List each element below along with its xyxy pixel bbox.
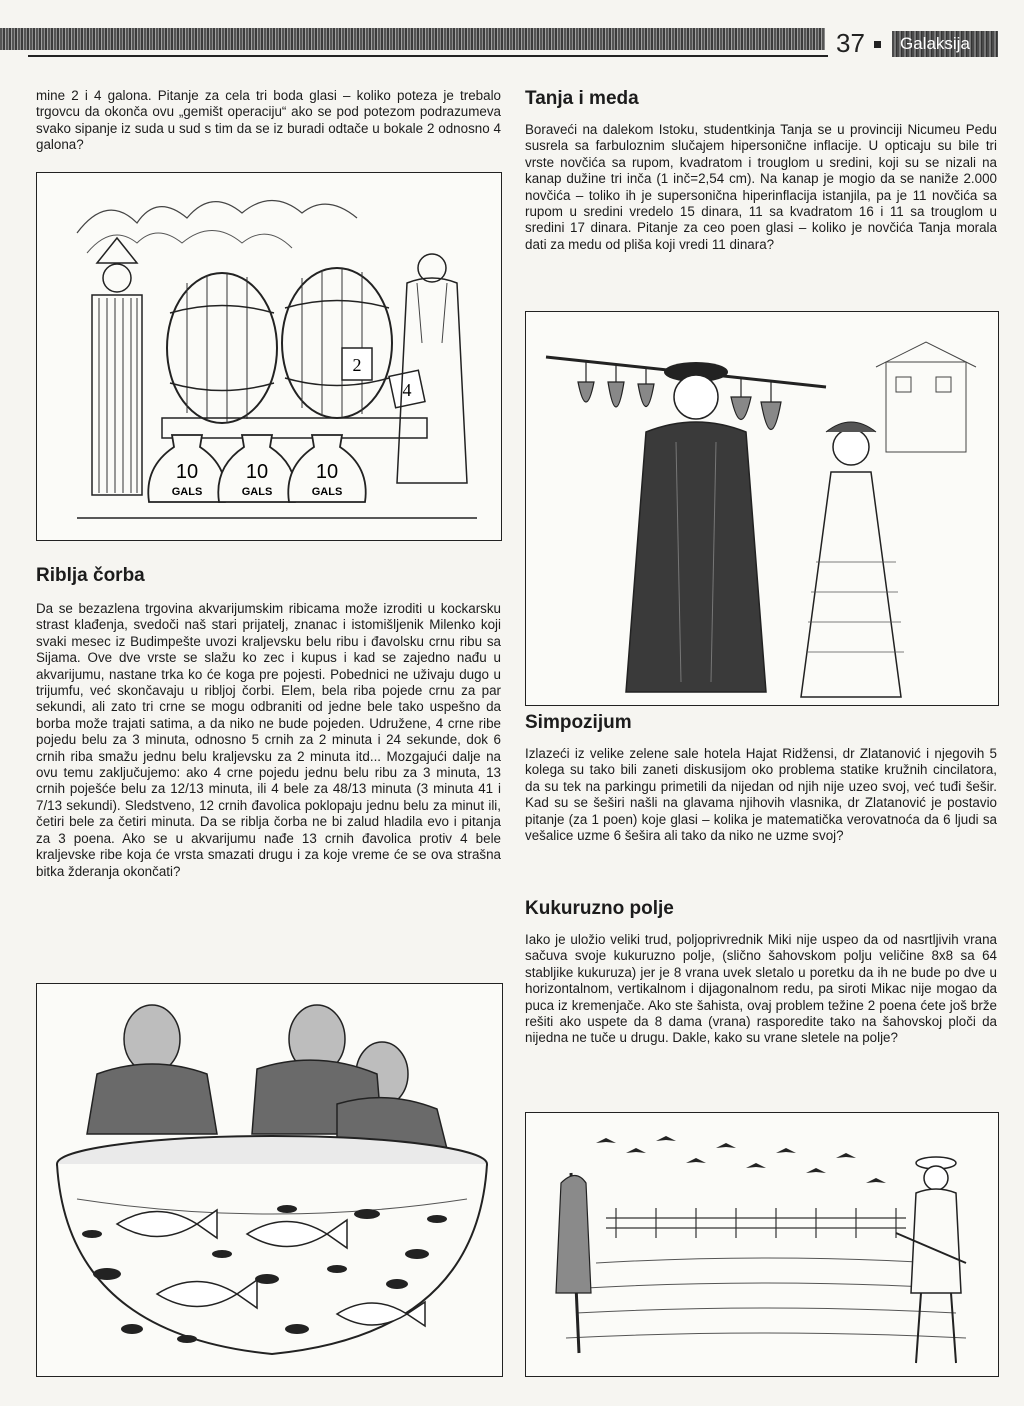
illustration-barrels	[36, 172, 502, 541]
section-simpozijum	[525, 712, 997, 844]
magazine-name: Galaksija	[892, 31, 998, 57]
jug-unit-2: GALS	[241, 486, 273, 498]
section-paragraph: Izlazeći iz velike zelene sale hotela Hajat Ridžensi, dr Zlatanović i njegovih 5 kolega su tako bili zaneti diskusijom oko problema statike kružnih cincilatora, da su tek na parkingu primetili da nijedan od njih nije uzeo svoj, već tuđi šešir. Kad su se šeširi našli na glavama njihovih vlasnika, dr Zlatanović je postavio pitanje (za 1 poen) koje glasi – kolika je matematička verovatnoća da 6 ljudi sa vešalice uzme 6 šešira ali tako da niko ne uzme svoj?	[525, 746, 997, 844]
illustration-priest-girl	[525, 311, 999, 706]
intro-paragraph: mine 2 i 4 galona. Pitanje za cela tri boda glasi – koliko poteza je trebalo trgovcu da okonča ovu „gemišt operaciju“ ako se pod potezom podrazumeva svako sipanje iz suda u sud s tim da se iz buradi odtače u bokale 2 odnosno 4 galona?	[36, 88, 501, 153]
priest-girl-drawing	[526, 312, 998, 705]
jug-label-2: 10	[245, 461, 269, 483]
section-title: Tanja i meda	[525, 88, 639, 109]
cornfield-drawing	[526, 1113, 998, 1376]
left-intro	[36, 88, 501, 154]
barrels-drawing	[37, 173, 501, 540]
section-kukuruzno-polje	[525, 898, 997, 1047]
section-riblja-corba	[36, 565, 501, 880]
header-bullet	[874, 41, 881, 48]
illustration-cornfield	[525, 1112, 999, 1377]
page-number: 37	[836, 28, 865, 58]
section-title: Riblja čorba	[36, 565, 145, 586]
section-paragraph: Da se bezazlena trgovina akvarijumskim ribicama može izroditi u kockarsku strast klađenja, svedoči naš stari prijatelj, znanac i istomišljenik Milenko koji svaki mesec iz Budimpešte uvozi kraljevsku belu ribu i đavolsku crnu ribu sa Sijama. Ove dve vrste se slažu ko zec i kupus i kad se zajedno nađu u akvarijumu, nastane trka ko će koga pre pojesti. Pobednici ne uživaju dugo u trijumfu, već skončavaju u ribljoj čorbi. Elem, bela riba pojede crnu za par sekundi, ali zato tri crne se mogu odbraniti od jedne bele tako uspešno da borba može trajati satima, a da niko ne bude pojeden. Udružene, 4 crne ribe pojedu belu za 3 minuta, odnosno 5 crnih za 2 minuta i 24 sekunde, dok 6 crnih riba smažu jednu belu kraljevsku za 2 minuta itd... Mozgajući dalje na ovu temu zaključujemo: ako 4 crne pojedu jednu belu ribu za 3 minuta, 13 crnih poješće belu za 12/13 minuta, ili 4 bele za 48/13 minuta (3 minuta 41 i 7/13 sekundi). Sledstveno, 12 crnih đavolica poklopaju jednu belu za minut ili, četiri bele za četiri minuta. Da se riblja čorba ne bi zalud hladila evo i pitanja za 3 poena. Ako se u akvarijumu nađe 13 crnih đavolica protiv 4 bele kraljevske ribe koja će vrsta smazati drugu i za koje vreme će se ova strašna bitka žderanja okončati?	[36, 601, 501, 879]
header-rule	[28, 55, 828, 57]
jug-unit-3: GALS	[311, 486, 343, 498]
keg-label-2: 2	[352, 355, 362, 375]
illustration-fishbowl	[36, 983, 503, 1377]
jug-label-3: 10	[315, 461, 339, 483]
section-paragraph: Iako je uložio veliki trud, poljoprivrednik Miki nije uspeo da od nasrtljivih vrana sačuva svoje kukuruzno polje, (slično šahovskom polju veličine 8x8 sa 64 stabljike kukuruza) jer je 8 vrana uvek sletalo u poretku da ih ne bude po dve u horizontalnom, vertikalnom i dijagonalnom redu, pa siroti Mikac nije mogao da puca iz kremenjače. Ako ste šahista, ovaj problem težine 2 poena ćete još brže rešiti ako uspete da 8 dama (vrana) rasporedite tako na šahovskoj ploči da nijedna ne tuče u drugu. Dakle, kako su vrane sletele na polje?	[525, 932, 997, 1046]
fishbowl-drawing	[37, 984, 502, 1376]
section-title: Simpozijum	[525, 712, 632, 733]
keg-label-4: 4	[402, 380, 412, 400]
section-title: Kukuruzno polje	[525, 898, 674, 919]
jug-unit-1: GALS	[171, 486, 203, 498]
section-tanja-i-meda	[525, 88, 997, 253]
header-band	[0, 28, 825, 50]
jug-label-1: 10	[175, 461, 199, 483]
section-paragraph: Boraveći na dalekom Istoku, studentkinja Tanja se u provinciji Nicumeu Pedu susrela sa farbuloznim slučajem hipersonične inflacije. U opticaju su bile tri vrste novčića sa rupom, kvadratom i trouglom u sredini, koji su se nizali na kanap dužine tri inča (1 inč=2,54 cm). Na kanap je mogio da se naniže 2.000 novčića – toliko ih je supersonična hiperinflacija istanjila, pa je 11 novčića sa rupom u sredini vredelo 15 dinara, 11 sa kvadratom 16 i 11 sa trouglom u sredini 17 dinara. Pitanje za ceo poen glasi – koliko je novčića Tanja morala dati za medu od pliša koji vredi 11 dinara?	[525, 122, 997, 252]
